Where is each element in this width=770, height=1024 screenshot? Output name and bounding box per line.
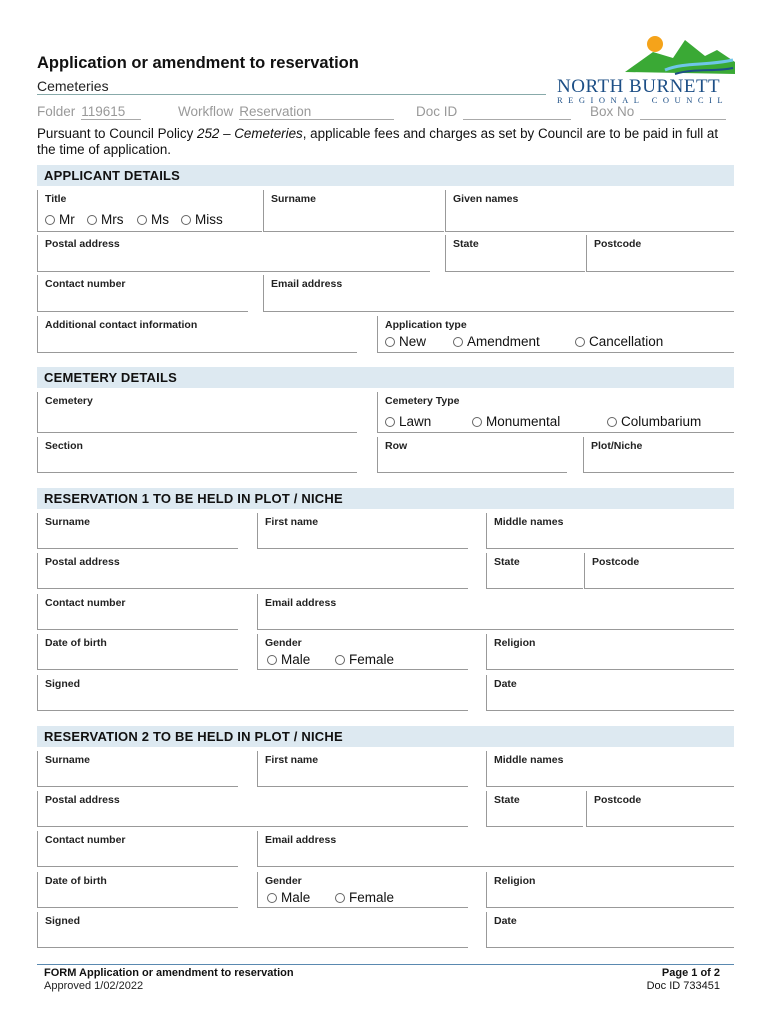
applicant-state-field[interactable] [445, 235, 585, 272]
applicant-surname-field[interactable] [263, 190, 444, 232]
applicant-postcode-field[interactable] [586, 235, 734, 272]
plot-niche-field[interactable] [583, 437, 734, 473]
radio-icon [45, 215, 55, 225]
applicant-postal-field[interactable] [37, 235, 430, 272]
field-label: Postcode [592, 556, 640, 568]
field-label: Religion [494, 875, 536, 887]
res1-signed-field[interactable] [37, 675, 468, 711]
res1-middle-names-field[interactable] [486, 513, 734, 549]
res2-signed-field[interactable] [37, 912, 468, 948]
res2-surname-field[interactable] [37, 751, 238, 787]
workflow-label: Workflow [178, 104, 234, 119]
res1-surname-field[interactable] [37, 513, 238, 549]
radio-icon [181, 215, 191, 225]
workflow-field [178, 104, 394, 120]
field-label: Surname [45, 754, 90, 766]
field-label: Given names [453, 193, 519, 205]
radio-icon [575, 337, 585, 347]
field-label: Surname [45, 516, 90, 528]
field-label: State [494, 556, 520, 568]
field-label: Middle names [494, 754, 564, 766]
radio-icon [472, 417, 482, 427]
cemetery-field[interactable] [37, 392, 357, 433]
radio-label: Female [349, 652, 395, 667]
field-label: Contact number [45, 834, 126, 846]
section-field[interactable] [37, 437, 357, 473]
radio-icon [385, 337, 395, 347]
field-label: Date [494, 915, 517, 927]
field-label: Postcode [594, 238, 642, 250]
applicant-contact-field[interactable] [37, 275, 248, 312]
field-label: Gender [265, 875, 302, 887]
res1-dob-field[interactable] [37, 634, 238, 670]
res2-state-field[interactable] [486, 791, 583, 827]
reservation-1-section-header: RESERVATION 1 TO BE HELD IN PLOT / NICHE [37, 488, 734, 509]
field-label: Postal address [45, 794, 120, 806]
folder-label: Folder [37, 104, 76, 119]
radio-label: Cancellation [589, 334, 664, 349]
field-label: Date of birth [45, 637, 107, 649]
workflow-value: Reservation [239, 104, 394, 120]
footer-divider [37, 964, 734, 965]
res2-dob-field[interactable] [37, 872, 238, 908]
field-label: Gender [265, 637, 302, 649]
field-label: Email address [271, 278, 343, 290]
res2-postcode-field[interactable] [586, 791, 734, 827]
radio-label: Ms [151, 212, 169, 227]
title-miss-radio[interactable] [181, 212, 223, 227]
res2-postal-field[interactable] [37, 791, 468, 827]
field-label: Postal address [45, 238, 120, 250]
res2-email-field[interactable] [257, 831, 734, 867]
radio-label: Mr [59, 212, 75, 227]
res1-postal-field[interactable] [37, 553, 468, 589]
radio-icon [453, 337, 463, 347]
field-label: Signed [45, 915, 81, 927]
folder-field [37, 104, 141, 120]
radio-icon [335, 655, 345, 665]
radio-label: Miss [195, 212, 223, 227]
additional-contact-field[interactable] [37, 316, 357, 353]
field-label: Email address [265, 834, 337, 846]
res1-gender-male-radio[interactable] [267, 652, 310, 667]
cemetery-type-lawn-radio[interactable] [385, 414, 431, 429]
field-label: Contact number [45, 597, 126, 609]
res2-middle-names-field[interactable] [486, 751, 734, 787]
folder-value: 119615 [81, 104, 141, 120]
field-label: First name [265, 754, 319, 766]
field-label: Additional contact information [45, 319, 198, 331]
field-label: Contact number [45, 278, 126, 290]
reservation-2-section-header: RESERVATION 2 TO BE HELD IN PLOT / NICHE [37, 726, 734, 747]
field-label: Date [494, 678, 517, 690]
applicant-given-names-field[interactable] [445, 190, 734, 232]
res1-date-field[interactable] [486, 675, 734, 711]
applicant-email-field[interactable] [263, 275, 734, 312]
field-label: Middle names [494, 516, 564, 528]
footer-form-name: FORM Application or amendment to reservation [44, 967, 294, 979]
res2-date-field[interactable] [486, 912, 734, 948]
radio-label: New [399, 334, 427, 349]
radio-icon [267, 655, 277, 665]
field-label: Application type [385, 319, 467, 331]
title-mrs-radio[interactable] [87, 212, 124, 227]
footer-approved: Approved 1/02/2022 [44, 980, 144, 992]
logo-name: NORTH BURNETT [557, 76, 721, 97]
field-label: Surname [271, 193, 316, 205]
footer-page-number: Page 1 of 2 [661, 967, 720, 979]
intro-policy: 252 – Cemeteries [197, 126, 303, 141]
res1-state-field[interactable] [486, 553, 583, 589]
radio-icon [335, 893, 345, 903]
res2-contact-field[interactable] [37, 831, 238, 867]
radio-label: Mrs [101, 212, 124, 227]
apptype-amendment-radio[interactable] [453, 334, 540, 349]
radio-label: Male [281, 652, 311, 667]
field-label: Section [45, 440, 83, 452]
field-label: Date of birth [45, 875, 107, 887]
radio-label: Male [281, 890, 311, 905]
radio-icon [607, 417, 617, 427]
logo-tagline: REGIONAL COUNCIL [557, 95, 729, 105]
field-label: Email address [265, 597, 337, 609]
title-label: Title [45, 193, 67, 205]
footer-doc-id: Doc ID 733451 [646, 980, 720, 992]
res1-gender-female-radio[interactable] [335, 652, 394, 667]
docid-label: Doc ID [416, 104, 458, 119]
page-subtitle: Cemeteries [37, 78, 109, 94]
res1-contact-field[interactable] [37, 594, 238, 630]
radio-label: Columbarium [621, 414, 702, 429]
radio-label: Amendment [467, 334, 540, 349]
apptype-new-radio[interactable] [385, 334, 426, 349]
res1-religion-field[interactable] [486, 634, 734, 670]
intro-part-1: Pursuant to Council Policy [37, 126, 198, 141]
cemetery-section-header: CEMETERY DETAILS [37, 367, 734, 388]
res2-first-name-field[interactable] [257, 751, 468, 787]
res2-gender-female-radio[interactable] [335, 890, 394, 905]
field-label: Postcode [594, 794, 642, 806]
title-ms-radio[interactable] [137, 212, 169, 227]
boxno-label: Box No [590, 104, 635, 119]
field-label: Signed [45, 678, 81, 690]
res1-email-field[interactable] [257, 594, 734, 630]
radio-label: Female [349, 890, 395, 905]
field-label: Postal address [45, 556, 120, 568]
radio-label: Lawn [399, 414, 432, 429]
cemetery-type-columbarium-radio[interactable] [607, 414, 701, 429]
field-label: Cemetery Type [385, 395, 460, 407]
page-title: Application or amendment to reservation [37, 54, 359, 72]
row-field[interactable] [377, 437, 567, 473]
apptype-cancellation-radio[interactable] [575, 334, 663, 349]
title-mr-radio[interactable] [45, 212, 75, 227]
radio-label: Monumental [486, 414, 561, 429]
radio-icon [385, 417, 395, 427]
field-label: Plot/Niche [591, 440, 643, 452]
application-type-field [377, 316, 734, 353]
divider [37, 94, 546, 95]
radio-icon [87, 215, 97, 225]
field-label: State [494, 794, 520, 806]
cemetery-type-monumental-radio[interactable] [472, 414, 560, 429]
intro-part-2: , applicable fees and charges as set by Council are to be paid in full at the time of application. [37, 126, 719, 157]
res1-first-name-field[interactable] [257, 513, 468, 549]
radio-icon [137, 215, 147, 225]
docid-field [416, 104, 571, 120]
field-label: Row [385, 440, 408, 452]
res2-gender-male-radio[interactable] [267, 890, 310, 905]
field-label: Cemetery [45, 395, 93, 407]
radio-icon [267, 893, 277, 903]
field-label: State [453, 238, 479, 250]
res1-postcode-field[interactable] [584, 553, 734, 589]
field-label: Religion [494, 637, 536, 649]
applicant-section-header: APPLICANT DETAILS [37, 165, 734, 186]
intro-text [37, 126, 737, 158]
field-label: First name [265, 516, 319, 528]
res2-religion-field[interactable] [486, 872, 734, 908]
